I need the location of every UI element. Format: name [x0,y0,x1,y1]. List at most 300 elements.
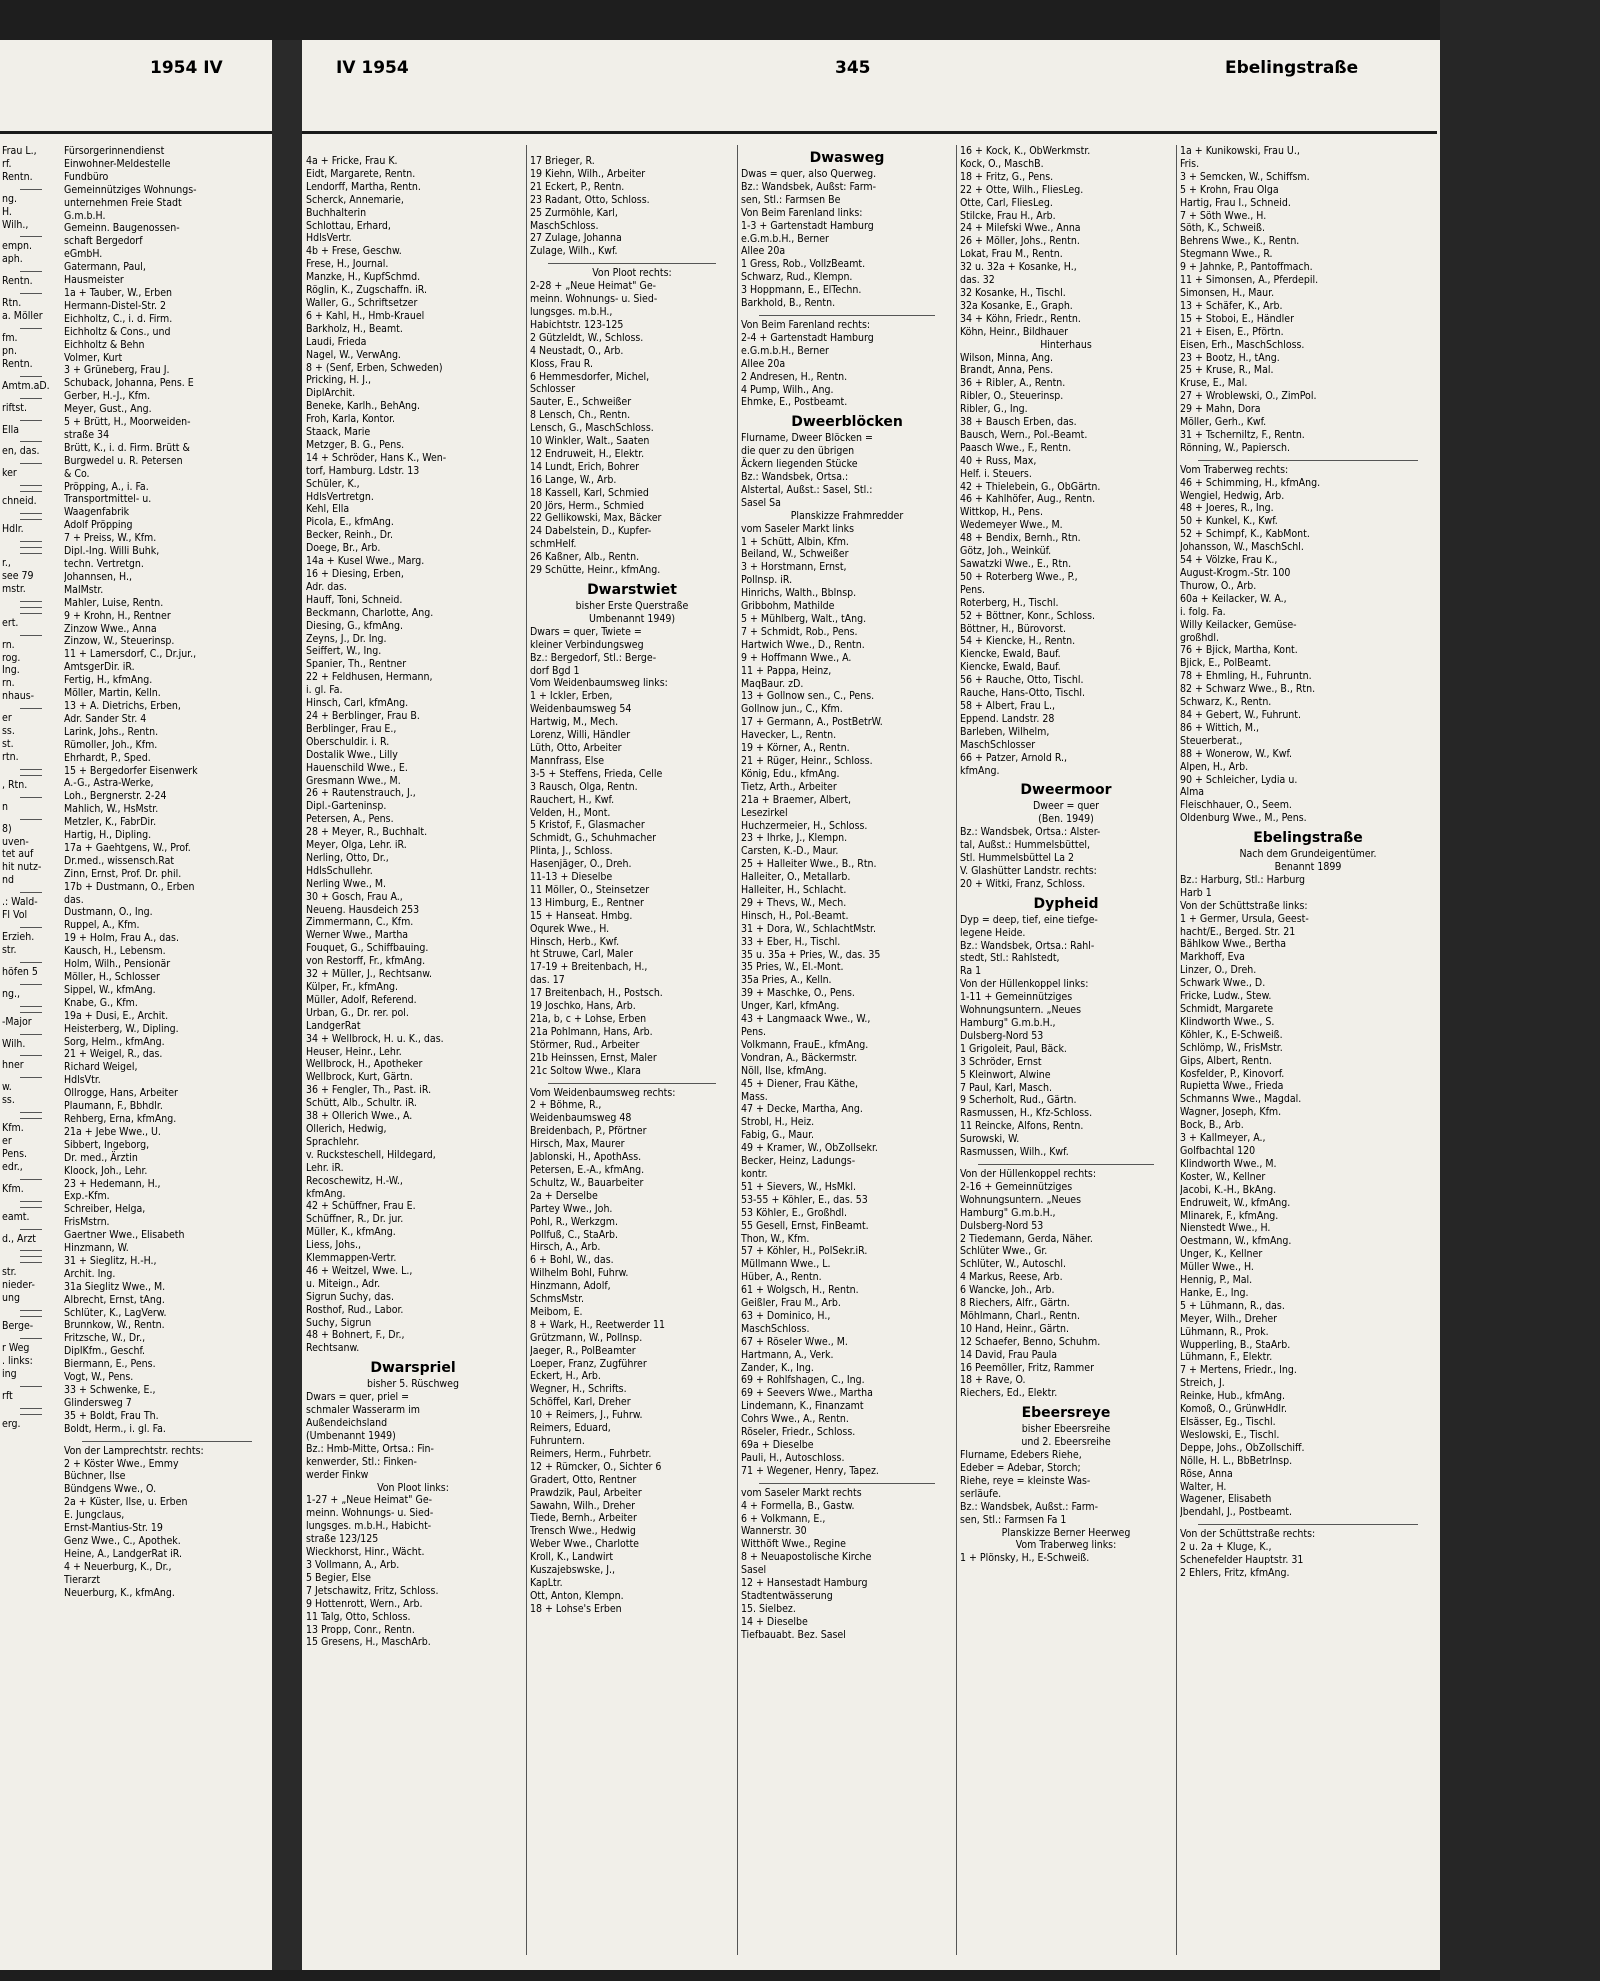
directory-entry: August-Krogm.-Str. 100 [1180,567,1291,579]
directory-entry: 69 + Seevers Wwe., Martha [741,1387,873,1400]
directory-entry: Schultz, W., Bauarbeiter [530,1176,644,1189]
directory-entry: 8 + Wark, H., Reetwerder 11 [530,1318,666,1331]
directory-entry: 42 + Thielebein, G., ObGärtn. [960,480,1101,493]
directory-entry: 23 Radant, Otto, Schloss. [530,193,650,206]
directory-entry: Dipl.-Garteninsp. [306,800,387,813]
directory-entry: Neueng. Hausdeich 253 [306,903,420,916]
directory-entry: Allee 20a [741,245,786,258]
directory-entry: 8 + Neuapostolische Kirche [741,1551,872,1564]
directory-entry: 66 + Patzer, Arnold R., [960,751,1068,764]
directory-entry: Vom Weidenbaumsweg rechts: [530,1086,676,1099]
directory-entry: Von der Schüttstraße links: [1180,899,1308,912]
section-separator [20,892,42,893]
directory-entry: Hamburg" G.m.b.H., [960,1017,1056,1029]
directory-entry: Hamburg" G.m.b.H., [960,1206,1056,1219]
directory-entry: 4 Pump, Wilh., Ang. [741,383,834,396]
directory-entry: kenwerder, Stl.: Finken- [306,1455,417,1468]
directory-entry: Wagener, Elisabeth [1180,1493,1272,1506]
directory-entry: Beiland, W., Schweißer [741,548,849,561]
directory-entry: Weber Wwe., Charlotte [530,1538,639,1551]
directory-entry: Bündgens Wwe., O. [64,1483,157,1496]
section-separator [20,1012,42,1013]
directory-entry: Roterberg, H., Tischl. [960,596,1059,609]
directory-entry: rn. [2,677,15,690]
directory-entry: FrisMstrn. [64,1216,110,1229]
directory-entry: Stl. Hummelsbüttel La 2 [960,852,1075,865]
directory-entry: serläufe. [960,1487,1002,1500]
directory-entry: Mlinarek, F., kfmAng. [1180,1209,1279,1222]
section-separator [759,1483,935,1484]
section-separator [20,1118,42,1119]
column-divider [956,145,957,1955]
directory-entry: Deppe, Johs., ObZollschiff. [1180,1441,1305,1454]
directory-entry: 7 + Mertens, Friedr., Ing. [1180,1364,1297,1377]
directory-entry: 5 Kleinwort, Alwine [960,1068,1051,1081]
directory-entry: 21 + Rüger, Heinr., Schloss. [741,754,873,767]
directory-entry: 26 + Rautenstrauch, J., [306,787,416,800]
directory-entry: 13 + Gollnow sen., C., Pens. [741,690,875,703]
directory-entry: Röse, Anna [1180,1467,1233,1480]
directory-entry: Kloock, Joh., Lehr. [64,1164,148,1177]
directory-entry: Ra 1 [960,965,982,978]
directory-entry: Zinzow, W., Steuerinsp. [64,635,175,648]
directory-entry: Berblinger, Frau E., [306,722,397,735]
section-separator [20,1077,42,1078]
left-page-header: 1954 IV [150,58,223,78]
directory-entry: Fris. [1180,157,1200,170]
directory-entry: Eichholtz & Cons., und [64,325,171,338]
directory-entry: hit nutz- [2,861,42,874]
directory-entry: 31a Sieglitz Wwe., M. [64,1280,166,1293]
directory-entry: Fundbüro [64,170,109,183]
directory-entry: see 79 [2,569,34,582]
directory-entry: Bz.: Wandsbek, Außst: Farm- [741,180,877,193]
directory-entry: Eppend. Landstr. 28 [960,712,1055,725]
directory-entry: 10 Winkler, Walt., Saaten [530,435,650,448]
directory-entry: H. [2,205,12,218]
directory-entry: Amtm.aD. [2,379,50,392]
directory-entry: 2 Gützleldt, W., Schloss. [530,331,644,344]
directory-entry: Thurow, O., Arb. [1180,579,1257,592]
directory-entry: 1 + Germer, Ursula, Geest- [1180,912,1309,925]
directory-entry: Stegmann Wwe., R. [1180,248,1273,261]
directory-entry: Halleiter, O., Metallarb. [741,871,851,884]
directory-entry: i. gl. Fa. [306,684,343,697]
directory-entry: 48 + Bohnert, F., Dr., [306,1329,405,1342]
section-separator [978,1164,1154,1165]
directory-entry: Gollnow jun., C., Kfm. [741,703,843,716]
directory-entry: Ribler, O., Steuerinsp. [960,390,1064,403]
directory-entry: Hinzmann, W. [64,1242,129,1255]
directory-entry: 19 + Körner, A., Rentn. [741,742,850,755]
section-separator [20,1414,42,1415]
directory-entry: 9 Hottenrott, Wern., Arb. [306,1597,423,1610]
directory-entry: r Weg [2,1342,30,1355]
directory-entry: Holm, Wilh., Pensionär [64,958,171,971]
directory-entry: u. Miteign., Adr. [306,1277,381,1290]
directory-entry: 4a + Fricke, Frau K. [306,155,398,167]
directory-entry: Schwarz, Rud., Klempn. [741,271,853,284]
directory-entry: Kuszajebswske, J., [530,1564,616,1577]
directory-entry: Sawahn, Wilh., Dreher [530,1499,636,1512]
section-separator [20,189,42,190]
directory-entry: edr., [2,1160,23,1173]
directory-entry: Oqurek Wwe., H. [530,922,610,935]
directory-entry: König, Edu., kfmAng. [741,767,840,780]
directory-entry: 12 Schaefer, Benno, Schuhm. [960,1335,1101,1348]
directory-entry: Weidenbaumsweg 48 [530,1112,632,1125]
directory-entry: Velden, H., Mont. [530,806,611,819]
directory-entry: techn. Vertretgn. [64,558,144,570]
directory-entry: Hirsch, A., Arb. [530,1241,601,1254]
directory-entry: Gemeinnütziges Wohnungs- [64,183,197,196]
directory-entry: Dwas = quer, also Querweg. [741,168,877,180]
directory-entry: 21 + Eisen, E., Pförtn. [1180,325,1284,338]
directory-entry: Fricke, Ludw., Stew. [1180,990,1272,1003]
directory-entry: Wellbrock, H., Apotheker [306,1058,423,1071]
directory-entry: 61 + Wolgsch, H., Rentn. [741,1284,859,1297]
directory-entry: Breidenbach, P., Pförtner [530,1125,647,1138]
directory-entry: Hinsch, Carl, kfmAng. [306,697,409,710]
directory-entry: Laudi, Frieda [306,335,367,348]
directory-entry: 17 + Germann, A., PostBetrW. [741,716,883,729]
directory-entry: Kausch, H., Lebensm. [64,945,166,958]
directory-entry: Külper, Fr., kfmAng. [306,981,399,993]
directory-entry: werder Finkw [306,1468,369,1481]
directory-entry: 24 Dabelstein, D., Kupfer- [530,525,652,538]
directory-entry: Kroll, K., Landwirt [530,1551,614,1564]
directory-entry: 26 + Möller, Johs., Rentn. [960,235,1080,248]
directory-entry: Simonsen, H., Maur. [1180,286,1275,299]
directory-entry: 12 + Hansestadt Hamburg [741,1577,868,1590]
directory-entry: Weslowski, E., Tischl. [1180,1428,1280,1441]
directory-entry: Ehrhardt, P., Sped. [64,751,151,764]
directory-entry: chneid. [2,495,37,508]
directory-entry: meinn. Wohnungs- u. Sied- [530,293,658,306]
directory-entry: Röseler, Friedr., Schloss. [741,1426,856,1439]
directory-entry: Mannfrass, Else [530,754,605,767]
directory-entry: Lüth, Otto, Arbeiter [530,741,622,754]
directory-entry: 9 + Hoffmann Wwe., A. [741,651,852,664]
directory-entry: Strobl, H., Heiz. [741,1116,815,1129]
directory-entry: 27 Zulage, Johanna [530,232,622,245]
directory-entry: Tietz, Arth., Arbeiter [741,780,837,793]
directory-entry: Schlömp, W., FrisMstr. [1180,1041,1283,1054]
directory-entry: 11-13 + Dieselbe [530,871,613,884]
directory-entry: 11 Möller, O., Steinsetzer [530,883,650,896]
directory-entry: Lühmann, F., Elektr. [1180,1351,1273,1364]
directory-entry: Surowski, W. [960,1133,1020,1146]
directory-entry: 7 Paul, Karl, Masch. [960,1081,1052,1094]
directory-entry: Brunnkow, W., Rentn. [64,1319,165,1332]
directory-entry: 4 Neustadt, O., Arb. [530,344,624,357]
directory-entry: Rasmussen, H., Kfz-Schloss. [960,1107,1093,1120]
directory-entry: 54 + Kiencke, H., Rentn. [960,635,1076,648]
directory-entry: Lendorff, Martha, Rentn. [306,180,421,193]
directory-column-6 [1180,145,1436,1580]
directory-entry: 11 + Lamersdorf, C., Dr.jur., [64,648,197,661]
directory-entry: Sigrun Suchy, das. [306,1290,394,1303]
street-note: Von Ploot rechts: [592,267,672,280]
directory-entry: Fertig, H., kfmAng. [64,674,153,687]
directory-entry: Oestmann, W., kfmAng. [1180,1235,1292,1248]
running-head: Ebelingstraße [1225,58,1359,78]
directory-entry: 53-55 + Köhler, E., das. 53 [741,1193,868,1206]
directory-entry: 17-19 + Breitenbach, H., [530,961,648,974]
directory-entry: 67 + Röseler Wwe., M. [741,1335,848,1348]
column-divider [737,145,738,1955]
directory-entry: Rentn. [2,170,33,183]
section-separator [548,263,716,264]
directory-entry: e.G.m.b.H., Berner [741,344,829,357]
directory-entry: erg. [2,1417,21,1430]
directory-entry: Nölle, H. L., BbBetrInsp. [1180,1454,1293,1467]
directory-entry: Sasel Sa [741,496,781,509]
directory-entry: dorf Bgd 1 [530,664,580,677]
directory-entry: Pens. [960,583,986,596]
directory-entry: 46 + Schimming, H., kfmAng. [1180,476,1321,489]
directory-entry: 16 Peemöller, Fritz, Rammer [960,1361,1094,1374]
directory-entry: .: Wald- [2,896,38,909]
directory-entry: 19 + Holm, Frau A., das. [64,932,179,945]
directory-entry: Elsässer, Eg., Tischl. [1180,1416,1276,1428]
directory-entry: 19 Kiehn, Wilh., Arbeiter [530,167,646,180]
directory-entry: Edeber = Adebar, Storch; [960,1462,1081,1474]
directory-entry: rf. [2,157,12,170]
directory-entry: Helf. i. Steuers. [960,467,1032,480]
directory-entry: 2a + Küster, Ilse, u. Erben [64,1496,188,1509]
section-separator [20,635,42,636]
directory-entry: Barleben, Wilhelm, [960,725,1050,738]
directory-entry: 3 + Kallmeyer, A., [1180,1132,1266,1145]
directory-entry: Schlottau, Erhard, [306,219,391,232]
directory-entry: Schlüter, K., LagVerw. [64,1306,167,1319]
directory-entry: Ehmke, E., Postbeamt. [741,396,848,409]
directory-entry: 21a Pohlmann, Hans, Arb. [530,1025,653,1038]
directory-entry: Hauenschild Wwe., E. [306,761,408,774]
directory-entry: nieder- [2,1279,35,1292]
street-note: Benannt 1899 [1274,861,1342,874]
directory-entry: Unger, Karl, kfmAng. [741,1000,840,1013]
directory-entry: 27 + Wroblewski, O., ZimPol. [1180,390,1317,403]
directory-entry: Hinzmann, Adolf, [530,1280,611,1293]
directory-entry: 11 + Simonsen, A., Pferdepil. [1180,274,1319,287]
directory-entry: rtn. [2,750,19,763]
directory-entry: kfmAng. [306,1187,346,1200]
directory-entry: kleiner Verbindungsweg [530,638,644,651]
directory-entry: Liess, Johs., [306,1239,362,1252]
directory-entry: 15 + Stoboi, E., Händler [1180,312,1294,325]
directory-entry: Sauter, E., Schweißer [530,396,632,409]
directory-entry: 4 Markus, Reese, Arb. [960,1271,1063,1284]
directory-entry: 42 + Schüffner, Frau E. [306,1200,416,1213]
section-separator [20,1386,42,1387]
directory-entry: Ribler, G., Ing. [960,403,1028,416]
directory-entry: rn. [2,638,15,651]
directory-entry: Hirsch, Max, Maurer [530,1138,625,1151]
directory-entry: Markhoff, Eva [1180,951,1245,964]
directory-entry: 23 + Ihrke, J., Klempn. [741,832,848,845]
directory-entry: Neuerburg, K., kfmAng. [64,1586,175,1599]
directory-column-4 [741,145,953,1642]
directory-entry: Sibbert, Ingeborg, [64,1138,150,1151]
directory-entry: Dr.med., wissensch.Rat [64,854,175,867]
directory-entry: Lorenz, Willi, Händler [530,729,631,742]
directory-entry: Linzer, O., Dreh. [1180,964,1257,977]
section-separator [20,962,42,963]
directory-entry: Loeper, Franz, Zugführer [530,1357,647,1370]
directory-entry: Volkmann, FrauE., kfmAng. [741,1038,869,1051]
directory-entry: 8 Riechers, Alfr., Gärtn. [960,1297,1070,1310]
directory-entry: Rasmussen, Wilh., Kwf. [960,1146,1069,1159]
directory-entry: 17 Breitenbach, H., Postsch. [530,987,663,1000]
directory-entry: 21a + Braemer, Albert, [741,793,852,806]
directory-entry: Vom Traberweg rechts: [1180,463,1289,476]
directory-entry: Werner Wwe., Martha [306,929,409,942]
directory-entry: rft [2,1389,13,1402]
section-separator [20,984,42,985]
directory-entry: v. Rucksteschell, Hildegard, [306,1148,436,1161]
directory-entry: 1-11 + Gemeinnütziges [960,991,1073,1004]
directory-entry: 7 Jetschawitz, Fritz, Schloss. [306,1584,439,1597]
directory-entry: Berge- [2,1320,34,1333]
directory-entry: Metzger, B. G., Pens. [306,438,405,451]
directory-entry: Dulsberg-Nord 53 [960,1219,1044,1232]
directory-entry: Wilh. [2,1037,26,1050]
directory-entry: Gaertner Wwe., Elisabeth [64,1229,185,1242]
directory-entry: st. [2,738,14,750]
directory-entry: 3 + Horstmann, Ernst, [741,561,847,574]
directory-entry: Schüler, K., [306,477,360,490]
directory-entry: DiplArchit. [306,387,356,400]
directory-entry: Fuhruntern. [530,1435,585,1447]
section-separator [20,491,42,492]
directory-entry: Von der Hüllenkoppel links: [960,978,1089,991]
directory-entry: Suchy, Sigrun [306,1316,372,1329]
directory-entry: Dulsberg-Nord 53 [960,1029,1044,1042]
directory-entry: Schuback, Johanna, Pens. E [64,377,194,390]
directory-entry: & Co. [64,467,90,480]
directory-entry: Hartig, H., Dipling. [64,829,152,842]
directory-entry: Wilson, Minna, Ang. [960,351,1054,364]
directory-entry: 16 + Diesing, Erben, [306,568,404,580]
directory-entry: 9 + Jahnke, P., Pantoffmach. [1180,261,1313,274]
directory-entry: 32a Kosanke, E., Graph. [960,299,1073,312]
directory-entry: 2 Tiedemann, Gerda, Näher. [960,1232,1093,1245]
directory-entry: Boldt, Herm., i. gl. Fa. [64,1422,166,1435]
directory-entry: 50 + Roterberg Wwe., P., [960,570,1078,583]
directory-entry: Johannsen, H., [64,570,132,583]
directory-entry: 24 + Milefski Wwe., Anna [960,222,1081,235]
directory-entry: Götz, Joh., Weinküf. [960,545,1052,558]
directory-entry: Fritzsche, W., Dr., [64,1332,146,1345]
directory-entry: 7 + Schmidt, Rob., Pens. [741,625,858,638]
directory-entry: 5 + Brütt, H., Moorweiden- [64,416,191,429]
directory-entry: Schmanns Wwe., Magdal. [1180,1093,1302,1106]
directory-entry: Dyp = deep, tief, eine tiefge- [960,913,1098,926]
directory-entry: 25 Zurmöhle, Karl, [530,206,618,219]
directory-entry: E. Jungclaus, [64,1509,125,1522]
directory-entry: 2 Ehlers, Fritz, kfmAng. [1180,1566,1290,1579]
directory-entry: Hasenjäger, O., Dreh. [530,858,632,871]
directory-entry: 14a + Kusel Wwe., Marg. [306,555,425,568]
directory-entry: 32 Kosanke, H., Tischl. [960,286,1066,299]
directory-entry: 1-27 + „Neue Heimat" Ge- [306,1494,433,1507]
directory-entry: vom Saseler Markt rechts [741,1486,862,1499]
section-separator [1198,1524,1418,1525]
directory-entry: Exp.-Kfm. [64,1190,110,1203]
directory-entry: Lindemann, K., Finanzamt [741,1400,864,1413]
directory-entry: das. 32 [960,274,995,287]
directory-entry: 13 Himburg, E., Rentner [530,896,644,909]
directory-entry: Koster, W., Kellner [1180,1170,1266,1183]
directory-entry: unternehmen Freie Stadt [64,196,182,209]
directory-entry: Ella [2,423,20,436]
directory-entry: Kehl, Ella [306,503,350,516]
directory-entry: 9 Scherholt, Rud., Gärtn. [960,1094,1077,1107]
directory-entry: nd [2,874,14,887]
directory-entry: 8) [2,822,12,835]
directory-entry: schaft Bergedorf [64,235,143,248]
directory-entry: 52 + Schimpf, K., KabMont. [1180,528,1310,541]
directory-entry: Weidenbaumsweg 54 [530,703,632,716]
directory-entry: Pens. [2,1147,28,1160]
directory-column-3 [530,155,734,1616]
directory-entry: Vogt, W., Pens. [64,1371,134,1384]
directory-entry: empn. [2,240,33,253]
directory-entry: Hdlr. [2,523,24,536]
directory-entry: Klindworth Wwe., M. [1180,1157,1277,1170]
directory-entry: 19a + Dusi, E., Archit. [64,1009,169,1022]
directory-entry: Urban, G., Dr. rer. pol. [306,1006,409,1019]
directory-entry: 33 + Schwenke, E., [64,1384,156,1396]
directory-entry: Reinke, Hub., kfmAng. [1180,1390,1285,1403]
directory-entry: Schenefelder Hauptstr. 31 [1180,1554,1304,1567]
directory-entry: , Rtn. [2,778,28,791]
directory-entry: Klemmappen-Vertr. [306,1252,397,1265]
section-separator [20,797,42,798]
directory-entry: Kiencke, Ewald, Bauf. [960,648,1061,661]
directory-entry: Kloss, Frau R. [530,357,593,370]
directory-entry: 2-16 + Gemeinnütziges [960,1180,1073,1193]
directory-entry: Alma [1180,786,1205,799]
directory-entry: 3 + Semcken, W., Schiffsm. [1180,170,1310,183]
directory-entry: Trensch Wwe., Hedwig [530,1525,636,1538]
directory-entry: Wellbrock, Kurt, Gärtn. [306,1071,413,1084]
directory-entry: Rönning, W., Papiersch. [1180,441,1291,454]
directory-entry: Rentn. [2,357,33,370]
directory-entry: höfen 5 [2,965,38,978]
directory-entry: d., Arzt [2,1232,36,1245]
directory-entry: 21 Eckert, P., Rentn. [530,180,625,193]
directory-entry: 34 + Wellbrock, H. u. K., das. [306,1032,444,1045]
directory-entry: MaschSchloss. [741,1322,810,1335]
directory-entry: Störmer, Rud., Arbeiter [530,1038,640,1051]
directory-entry: r., [2,557,11,570]
directory-entry: Hinrichs, Walth., Bblnsp. [741,587,857,600]
directory-entry: Waagenfabrik [64,506,130,519]
directory-entry: 7 + Söth Wwe., H. [1180,209,1267,222]
directory-entry: 24 + Berblinger, Frau B. [306,709,420,722]
directory-entry: 25 + Kruse, R., Mal. [1180,364,1274,377]
directory-entry: 4 + Formella, B., Gastw. [741,1499,855,1512]
directory-entry: Richard Weigel, [64,1061,138,1074]
directory-entry: 7 + Preiss, W., Kfm. [64,532,157,545]
directory-entry: lungsges. m.b.H., Habicht- [306,1520,432,1533]
directory-entry: 2 u. 2a + Kluge, K., [1180,1541,1272,1554]
directory-entry: Schlüter, W., Autoschl. [960,1258,1066,1271]
directory-entry: 53 Köhler, E., Großhdl. [741,1206,848,1219]
